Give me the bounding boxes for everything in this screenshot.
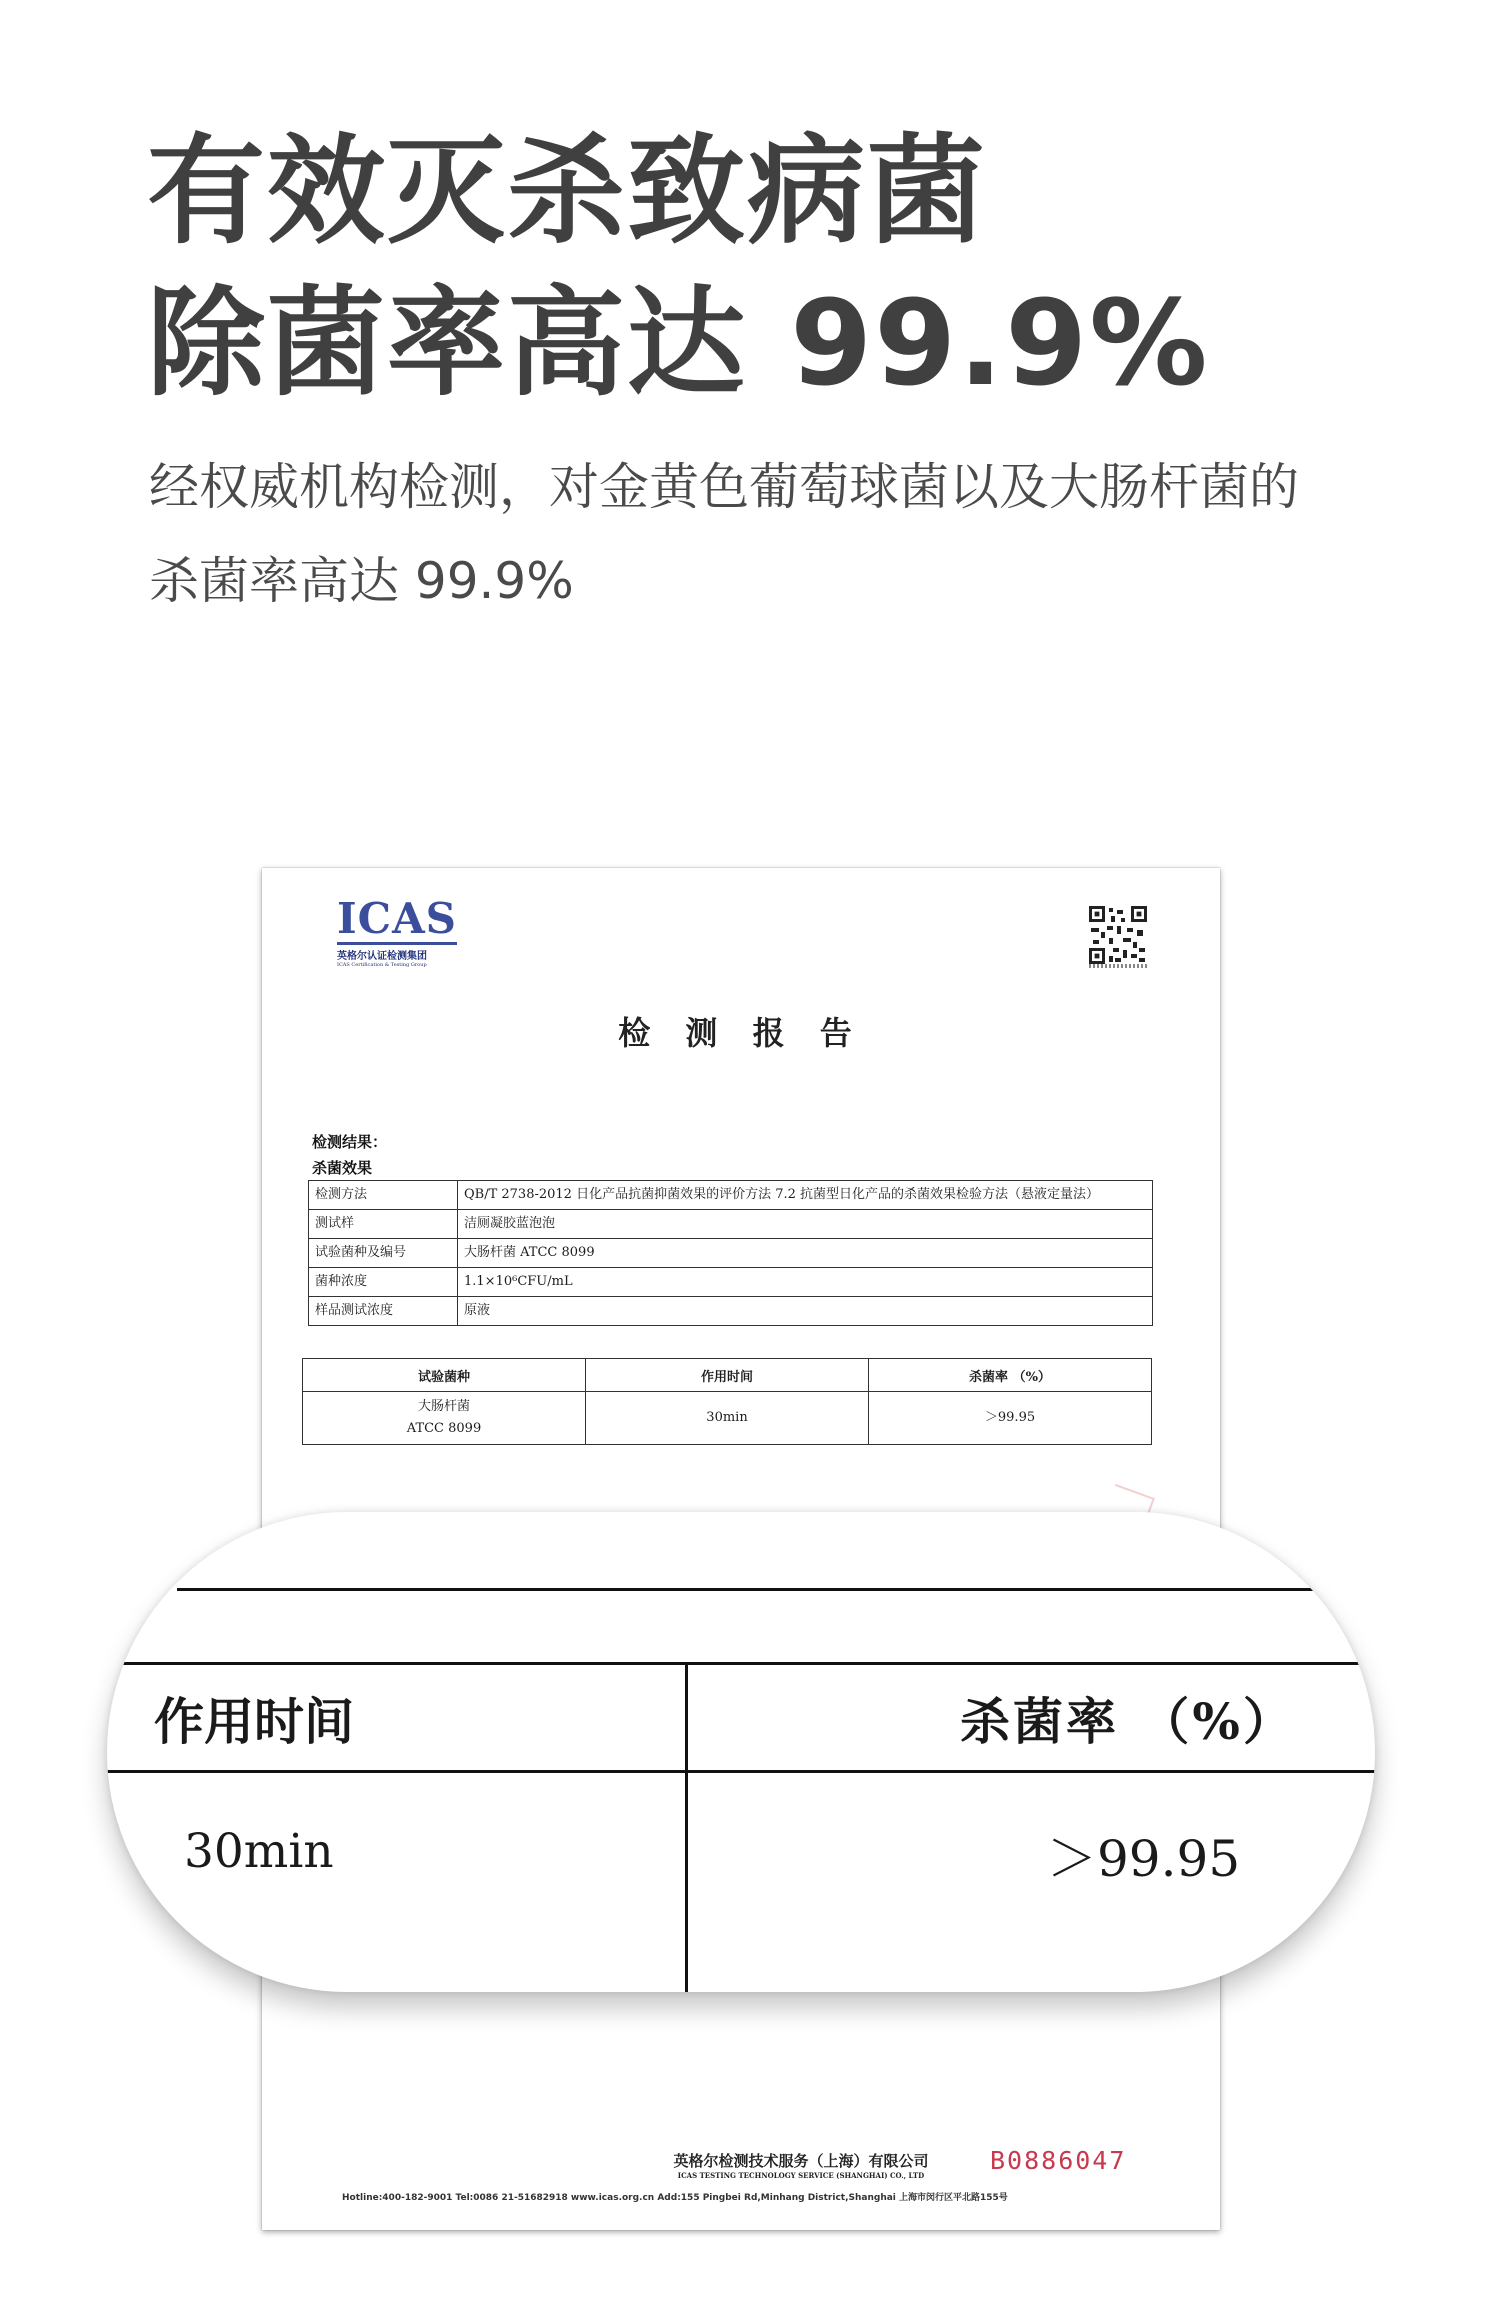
magnified-header-time: 作用时间 [154,1692,354,1751]
logo-company-cn: 英格尔认证检测集团 [337,951,427,962]
info-value: 大肠杆菌 ATCC 8099 [458,1239,1153,1268]
info-value: 原液 [458,1297,1153,1326]
divider [177,1588,1337,1591]
column-header-time: 作用时间 [586,1359,869,1392]
divider [685,1662,688,1992]
table-header-row [303,1359,1152,1392]
report-info-table [308,1180,1153,1326]
description-line-2: 杀菌率高达 99.9% [149,552,574,610]
strain-code: ATCC 8099 [406,1421,482,1436]
serial-number: B0886047 [990,2146,1127,2175]
info-value: 1.1×10⁶CFU/mL [458,1268,1153,1297]
headline-line-2: 除菌率高达 99.9% [147,274,1210,412]
column-header-rate: 杀菌率 （%） [869,1359,1152,1392]
logo-text: ICAS [337,894,457,943]
info-key: 菌种浓度 [309,1268,458,1297]
logo-company-en: ICAS Certification & Testing Group [337,962,427,968]
divider [107,1662,1375,1665]
company-name-cn: 英格尔检测技术服务（上海）有限公司 [673,2152,929,2170]
magnified-value-time: 30min [184,1824,334,1879]
table-row [309,1239,1153,1268]
results-label: 检测结果： [312,1133,388,1151]
magnified-result-callout [107,1512,1375,1992]
company-name-en: ICAS TESTING TECHNOLOGY SERVICE (SHANGHAI) CO., LTD [677,2171,925,2180]
table-row [309,1268,1153,1297]
report-title: 检 测 报 告 [618,1014,864,1052]
table-row [309,1297,1153,1326]
cell-rate: ＞99.95 [869,1392,1152,1445]
table-row [303,1392,1152,1445]
magnified-header-rate: 杀菌率 （%） [960,1692,1296,1751]
info-key: 样品测试浓度 [309,1297,458,1326]
info-value: 洁厕凝胶蓝泡泡 [458,1210,1153,1239]
qr-caption-marks [1089,964,1147,968]
column-header-strain: 试验菌种 [303,1359,586,1392]
headline-line-1: 有效灭杀致病菌 [147,122,988,260]
cell-time: 30min [586,1392,869,1445]
info-key: 试验菌种及编号 [309,1239,458,1268]
results-table [302,1358,1152,1445]
magnified-value-rate: ＞99.95 [1047,1830,1241,1888]
info-key: 测试样 [309,1210,458,1239]
info-value: QB/T 2738-2012 日化产品抗菌抑菌效果的评价方法 7.2 抗菌型日化产品的杀菌效果检验方法（悬液定量法） [458,1181,1153,1210]
contact-line: Hotline:400-182-9001 Tel:0086 21-51682918 www.icas.org.cn Add:155 Pingbei Rd,Minhang District,Shanghai 上海市闵行区平北路155号 [342,2193,1008,2203]
divider [107,1770,1375,1773]
cell-strain [303,1392,586,1445]
section-label: 杀菌效果 [312,1159,373,1177]
strain-name: 大肠杆菌 [417,1399,470,1414]
qr-code-icon [1089,906,1147,964]
info-key: 检测方法 [309,1181,458,1210]
table-row [309,1181,1153,1210]
table-row [309,1210,1153,1239]
description-line-1: 经权威机构检测，对金黄色葡萄球菌以及大肠杆菌的 [149,458,1299,516]
icas-logo [337,894,467,968]
